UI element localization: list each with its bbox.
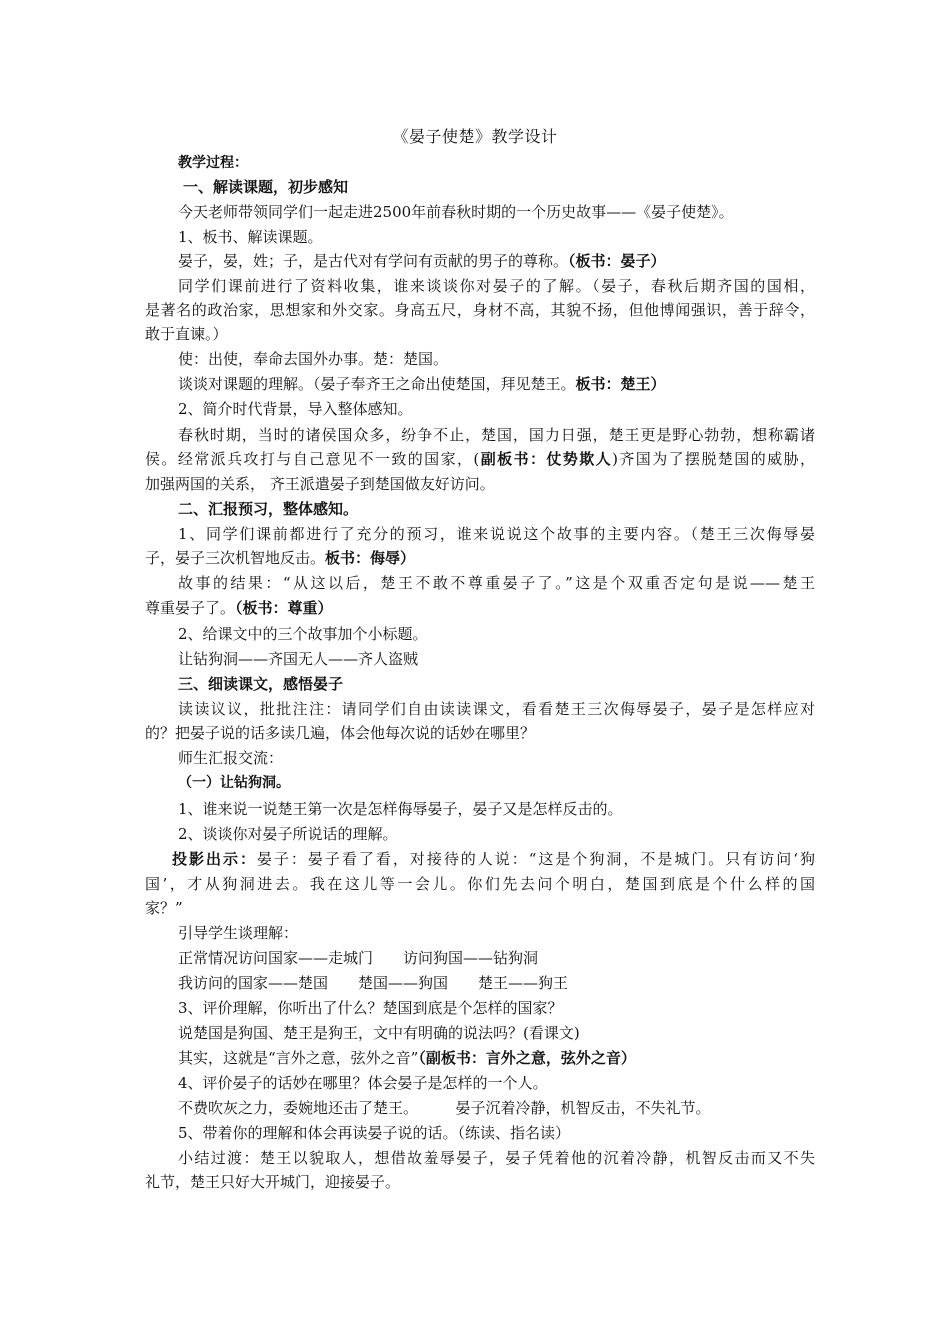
paragraph: 5、带着你的理解和体会再读晏子说的话。（练读、指名读） xyxy=(178,1124,571,1142)
paragraph-line: 小结过渡：楚王以貌取人，想借故羞辱晏子，晏子凭着他的沉着冷静，机智反击而又不失 xyxy=(178,1149,815,1167)
text-run: 其实，这就是“言外之意，弦外之音” xyxy=(178,1049,419,1067)
text-run: )齐国为了摆脱楚国的威胁， xyxy=(612,450,815,468)
board-note: （板书：晏子） xyxy=(568,252,666,270)
paragraph-line: 的？把晏子说的话多读几遍，体会他每次说的话妙在哪里？ xyxy=(145,724,536,742)
board-note: 板书：侮辱） xyxy=(325,549,416,567)
paragraph: 使：出使，奉命去国外办事。楚：楚国。 xyxy=(178,350,449,368)
paragraph: 2、谈谈你对晏子所说话的理解。 xyxy=(178,825,398,843)
paragraph: 我访问的国家——楚国 楚国——狗国 楚王——狗王 xyxy=(178,974,569,992)
paragraph: 1、谁来说一说楚王第一次是怎样侮辱晏子，晏子又是怎样反击的。 xyxy=(178,800,623,818)
paragraph-line: 读读议议，批批注注：请同学们自由读读课文，看看楚王三次侮辱晏子，晏子是怎样应对 xyxy=(178,700,815,718)
section-heading-1: 一、解读课题，初步感知 xyxy=(183,178,349,196)
paragraph-line: 敢于直谏。） xyxy=(145,325,228,343)
paragraph: 让钻狗洞——齐国无人——齐人盗贼 xyxy=(178,650,419,668)
text-run: 侯。经常派兵攻打与自己意见不一致的国家，( xyxy=(145,450,480,468)
paragraph: 3、评价理解，你听出了什么？楚国到底是个怎样的国家？ xyxy=(178,999,563,1017)
paragraph: 说楚国是狗国、楚王是狗王，文中有明确的说法吗？(看课文) xyxy=(178,1024,580,1042)
text-run: 谈谈对课题的理解。（晏子奉齐王之命出使楚国，拜见楚王。 xyxy=(178,375,576,393)
paragraph-line: 同学们课前进行了资料收集，谁来谈谈你对晏子的了解。（晏子，春秋后期齐国的国相， xyxy=(178,277,815,295)
paragraph xyxy=(178,250,815,272)
section-heading-3: 三、细读课文，感悟晏子 xyxy=(178,675,344,693)
board-note: 副板书：仗势欺人 xyxy=(479,450,613,468)
paragraph-line xyxy=(172,848,815,870)
subsection-heading: （一）让钻狗洞。 xyxy=(178,775,290,791)
paragraph-line: 故事的结果：“从这以后，楚王不敢不尊重晏子了。”这是个双重否定句是说——楚王 xyxy=(178,574,815,592)
paragraph: 师生汇报交流： xyxy=(178,749,284,767)
paragraph-line: 1、同学们课前都进行了充分的预习，谁来说说这个故事的主要内容。（楚王三次侮辱晏 xyxy=(178,525,815,543)
paragraph: 正常情况访问国家——走城门 访问狗国——钻狗洞 xyxy=(178,949,539,967)
paragraph: 2、给课文中的三个故事加个小标题。 xyxy=(178,625,428,643)
board-note: 板书：楚王） xyxy=(575,375,666,393)
paragraph-line: 礼节，楚王只好大开城门，迎接晏子。 xyxy=(145,1173,401,1191)
paragraph: 4、评价晏子的话妙在哪里？体会晏子是怎样的一个人。 xyxy=(178,1074,548,1092)
paragraph: 今天老师带领同学们一起走进2500年前春秋时期的一个历史故事——《晏子使楚》。 xyxy=(178,203,734,221)
board-note: （板书：尊重） xyxy=(235,599,333,617)
document-title: 《晏子使楚》教学设计 xyxy=(392,127,558,146)
paragraph-line: 是著名的政治家，思想家和外交家。身高五尺，身材不高，其貌不扬，但他博闻强识，善于辞令， xyxy=(145,301,815,319)
paragraph: 不费吹灰之力，委婉地还击了楚王。 晏子沉着冷静，机智反击，不失礼节。 xyxy=(178,1099,711,1117)
paragraph-line xyxy=(145,547,815,569)
text-run: 尊重晏子了。 xyxy=(145,599,236,617)
board-note: （副板书：言外之意，弦外之音） xyxy=(418,1049,636,1067)
paragraph: 1、板书、解读课题。 xyxy=(178,228,323,246)
paragraph xyxy=(178,373,815,395)
paragraph-line: 加强两国的关系， 齐王派遣晏子到楚国做友好访问。 xyxy=(145,475,495,493)
process-label: 教学过程： xyxy=(178,155,248,171)
paragraph-line xyxy=(145,448,815,470)
text-run: 子，晏子三次机智地反击。 xyxy=(145,549,326,567)
section-heading-2: 二、汇报预习，整体感知。 xyxy=(178,500,359,518)
paragraph: 2、简介时代背景，导入整体感知。 xyxy=(178,400,413,418)
paragraph xyxy=(178,1047,815,1069)
projection-label: 投影出示： xyxy=(172,850,257,868)
text-run: 晏子：晏子看了看，对接待的人说：“这是个狗洞，不是城门。只有访问‘狗 xyxy=(256,850,815,868)
paragraph: 引导学生谈理解： xyxy=(178,924,299,942)
text-run: 晏子，晏，姓；子，是古代对有学问有贡献的男子的尊称。 xyxy=(178,252,569,270)
paragraph-line xyxy=(145,597,815,619)
paragraph-line: 春秋时期，当时的诸侯国众多，纷争不止，楚国，国力日强，楚王更是野心勃勃，想称霸诸 xyxy=(178,426,815,444)
paragraph-line: 国’，才从狗洞进去。我在这儿等一会儿。你们先去问个明白，楚国到底是个什么样的国 xyxy=(145,875,815,893)
paragraph-line: 家？” xyxy=(145,899,183,917)
